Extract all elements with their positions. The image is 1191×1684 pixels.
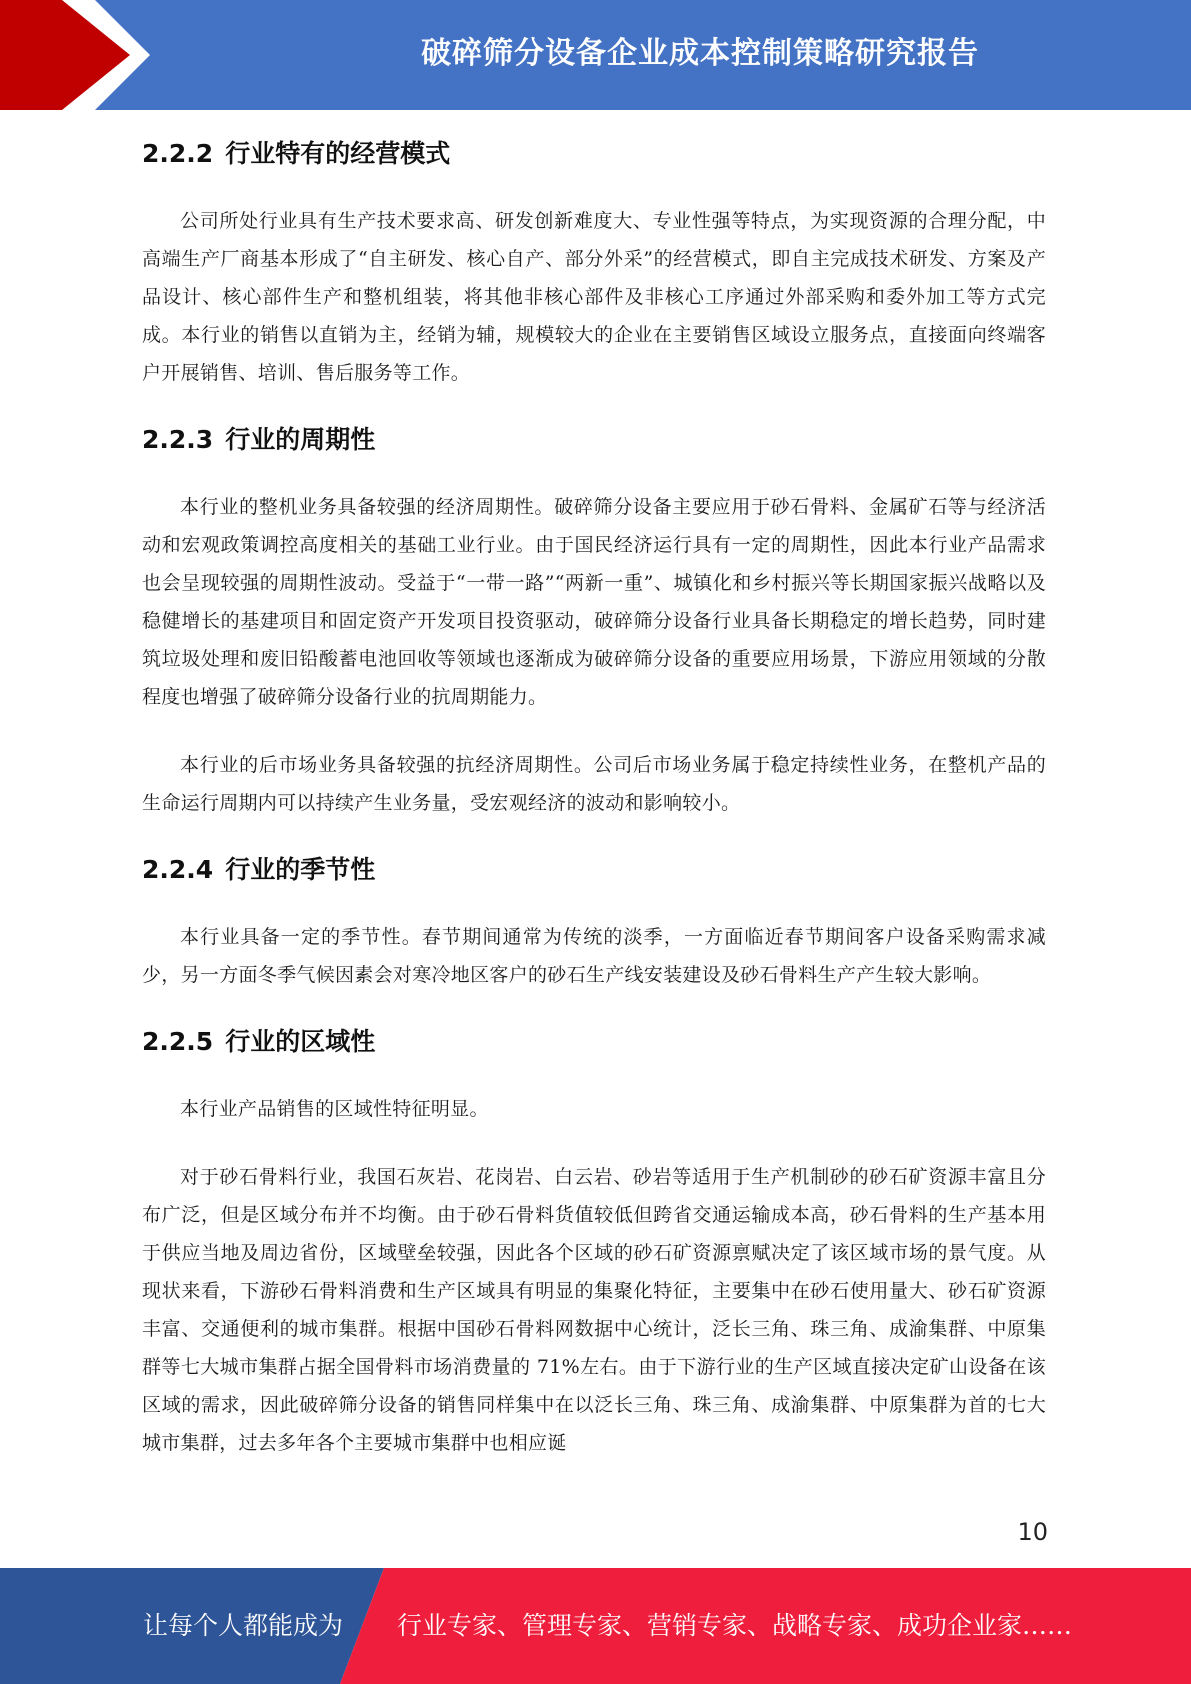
section-2-2-3 <box>142 412 1046 822</box>
section-heading <box>142 842 1046 890</box>
section-title: 行业的区域性 <box>225 1027 376 1056</box>
section-number: 2.2.5 <box>142 1027 214 1056</box>
section-number: 2.2.2 <box>142 139 214 168</box>
page-number: 10 <box>1017 1518 1048 1546</box>
section-title: 行业的周期性 <box>225 425 376 454</box>
report-title: 破碎筛分设备企业成本控制策略研究报告 <box>421 36 979 71</box>
page-header <box>0 0 1191 112</box>
paragraph: 本行业的后市场业务具备较强的抗经济周期性。公司后市场业务属于稳定持续性业务，在整机产品的生命运行周期内可以持续产生业务量，受宏观经济的波动和影响较小。 <box>142 754 1046 814</box>
paragraph: 本行业的整机业务具备较强的经济周期性。破碎筛分设备主要应用于砂石骨料、金属矿石等与经济活动和宏观政策调控高度相关的基础工业行业。由于国民经济运行具有一定的周期性，因此本行业产品需求也会呈现较强的周期性波动。受益于“一带一路”“两新一重”、城镇化和乡村振兴等长期国家振兴战略以及稳健增长的基建项目和固定资产开发项目投资驱动，破碎筛分设备行业具备长期稳定的增长趋势，同时建筑垃圾处理和废旧铅酸蓄电池回收等领域也逐渐成为破碎筛分设备的重要应用场景，下游应用领域的分散程度也增强了破碎筛分设备行业的抗周期能力。 <box>142 496 1046 708</box>
section-number: 2.2.3 <box>142 425 214 454</box>
section-2-2-5 <box>142 1014 1046 1462</box>
paragraph: 公司所处行业具有生产技术要求高、研发创新难度大、专业性强等特点，为实现资源的合理分配，中高端生产厂商基本形成了“自主研发、核心自产、部分外采”的经营模式，即自主完成技术研发、方案及产品设计、核心部件生产和整机组装，将其他非核心部件及非核心工序通过外部采购和委外加工等方式完成。本行业的销售以直销为主，经销为辅，规模较大的企业在主要销售区域设立服务点，直接面向终端客户开展销售、培训、售后服务等工作。 <box>142 210 1046 384</box>
section-2-2-2 <box>142 126 1046 392</box>
footer-slogan-right: 行业专家、管理专家、营销专家、战略专家、成功企业家…… <box>397 1611 1073 1640</box>
page-footer <box>0 1568 1191 1684</box>
section-title: 行业的季节性 <box>225 855 376 884</box>
section-heading <box>142 126 1046 174</box>
paragraph: 对于砂石骨料行业，我国石灰岩、花岗岩、白云岩、砂岩等适用于生产机制砂的砂石矿资源丰富且分布广泛，但是区域分布并不均衡。由于砂石骨料货值较低但跨省交通运输成本高，砂石骨料的生产基本用于供应当地及周边省份，区域壁垒较强，因此各个区域的砂石矿资源禀赋决定了该区域市场的景气度。从现状来看，下游砂石骨料消费和生产区域具有明显的集聚化特征，主要集中在砂石使用量大、砂石矿资源丰富、交通便利的城市集群。根据中国砂石骨料网数据中心统计，泛长三角、珠三角、成渝集群、中原集群等七大城市集群占据全国骨料市场消费量的 71%左右。由于下游行业的生产区域直接决定矿山设备在该区域的需求，因此破碎筛分设备的销售同样集中在以泛长三角、珠三角、成渝集群、中原集群为首的七大城市集群，过去多年各个主要城市集群中也相应诞 <box>142 1166 1046 1454</box>
section-2-2-4 <box>142 842 1046 994</box>
document-body <box>142 126 1046 1462</box>
section-title: 行业特有的经营模式 <box>225 139 451 168</box>
paragraph: 本行业具备一定的季节性。春节期间通常为传统的淡季，一方面临近春节期间客户设备采购需求减少，另一方面冬季气候因素会对寒冷地区客户的砂石生产线安装建设及砂石骨料生产产生较大影响。 <box>142 926 1046 986</box>
section-number: 2.2.4 <box>142 855 214 884</box>
section-heading <box>142 412 1046 460</box>
footer-slogan-left: 让每个人都能成为 <box>143 1611 344 1640</box>
paragraph: 本行业产品销售的区域性特征明显。 <box>180 1098 489 1120</box>
section-heading <box>142 1014 1046 1062</box>
